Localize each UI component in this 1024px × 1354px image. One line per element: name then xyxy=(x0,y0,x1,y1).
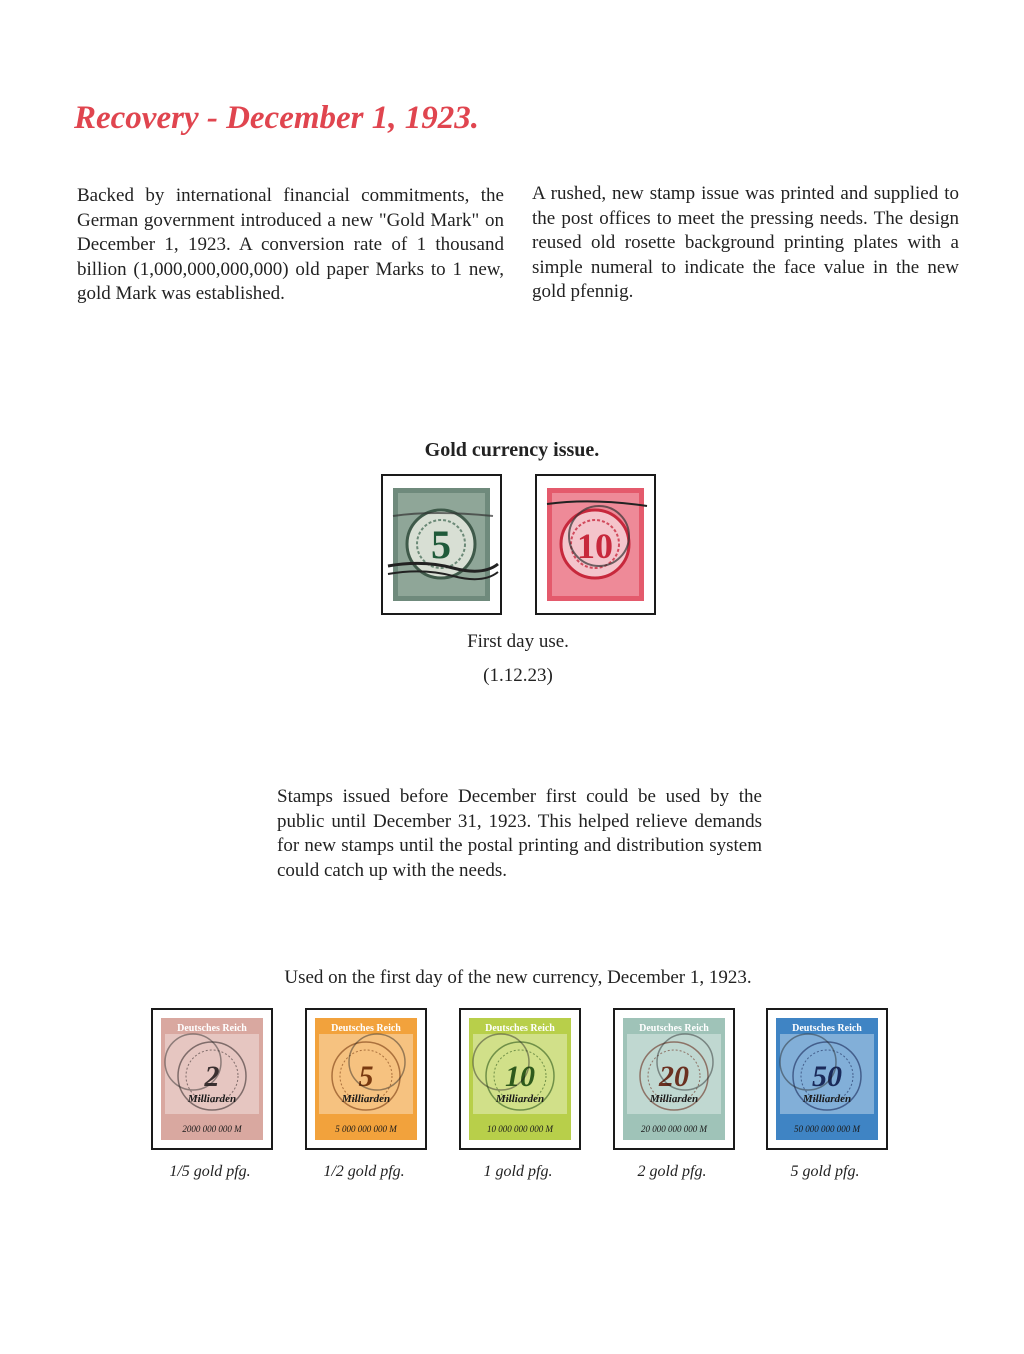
stamp-word: Milliarden xyxy=(187,1093,237,1105)
stamp-header-text: Deutsches Reich xyxy=(177,1023,247,1034)
gold-stamp-10 xyxy=(535,474,656,615)
stamp-image xyxy=(461,1010,579,1148)
first-day-stamp-4 xyxy=(613,1008,735,1150)
gold-issue-heading: Gold currency issue. xyxy=(424,439,600,461)
stamp-value-line: 10 000 000 000 M xyxy=(487,1124,553,1134)
stamp-5-image xyxy=(383,476,500,613)
first-day-stamp-2 xyxy=(305,1008,427,1150)
first-day-heading: Used on the first day of the new currency, December 1, 1923. xyxy=(284,967,752,988)
stamp-header-text: Deutsches Reich xyxy=(639,1023,709,1034)
stamp-word: Milliarden xyxy=(341,1093,391,1105)
stamp-value-line: 20 000 000 000 M xyxy=(641,1124,707,1134)
first-day-stamp-3 xyxy=(459,1008,581,1150)
intro-left-paragraph: Backed by international financial commitments, the German government introduced a new "Gold Mark" on December 1, 1923. A conversion rate of 1 thousand billion (1,000,000,000,000) old paper Marks to 1 new, gold Mark was established. xyxy=(77,185,504,305)
stamp-header-text: Deutsches Reich xyxy=(792,1023,862,1034)
stamp-5-numeral: 5 xyxy=(431,522,451,567)
stamp-numeral: 20 xyxy=(659,1060,689,1093)
first-day-stamp-5 xyxy=(766,1008,888,1150)
stamp-value-line: 50 000 000 000 M xyxy=(794,1124,860,1134)
first-day-use-caption: First day use. xyxy=(467,631,569,652)
stamp-numeral: 2 xyxy=(204,1060,220,1093)
gold-stamp-5 xyxy=(381,474,502,615)
stamp-image xyxy=(307,1010,425,1148)
stamp-word: Milliarden xyxy=(495,1093,545,1105)
stamp-numeral: 10 xyxy=(505,1060,535,1093)
page-title: Recovery - December 1, 1923. xyxy=(74,100,480,136)
stamp-word: Milliarden xyxy=(649,1093,699,1105)
stamp-image xyxy=(768,1010,886,1148)
stamp-image xyxy=(615,1010,733,1148)
stamp-value-line: 5 000 000 000 M xyxy=(335,1124,397,1134)
usage-note-paragraph: Stamps issued before December first could be used by the public until December 31, 1923. This helped relieve demands for new stamps until the postal printing and distribution system could catch up with the needs. xyxy=(277,786,762,881)
stamp-header-text: Deutsches Reich xyxy=(331,1023,401,1034)
intro-right-paragraph: A rushed, new stamp issue was printed and supplied to the post offices to meet the pressing needs. The design reused old rosette background printing plates with a simple numeral to indicate the face value in the new gold pfennig. xyxy=(532,183,959,303)
stamp-value-label: 2 gold pfg. xyxy=(637,1163,707,1180)
stamp-numeral: 50 xyxy=(812,1060,842,1093)
stamp-image xyxy=(153,1010,271,1148)
first-day-stamp-1 xyxy=(151,1008,273,1150)
first-day-date-caption: (1.12.23) xyxy=(483,665,553,686)
stamp-header-text: Deutsches Reich xyxy=(485,1023,555,1034)
stamp-value-label: 1/5 gold pfg. xyxy=(169,1163,251,1180)
stamp-value-label: 1 gold pfg. xyxy=(483,1163,553,1180)
stamp-value-label: 1/2 gold pfg. xyxy=(323,1163,405,1180)
stamp-value-label: 5 gold pfg. xyxy=(790,1163,860,1180)
stamp-10-image xyxy=(537,476,654,613)
stamp-value-line: 2000 000 000 M xyxy=(182,1124,242,1134)
stamp-word: Milliarden xyxy=(802,1093,852,1105)
stamp-numeral: 5 xyxy=(358,1060,374,1093)
stamp-10-numeral: 10 xyxy=(577,526,613,566)
